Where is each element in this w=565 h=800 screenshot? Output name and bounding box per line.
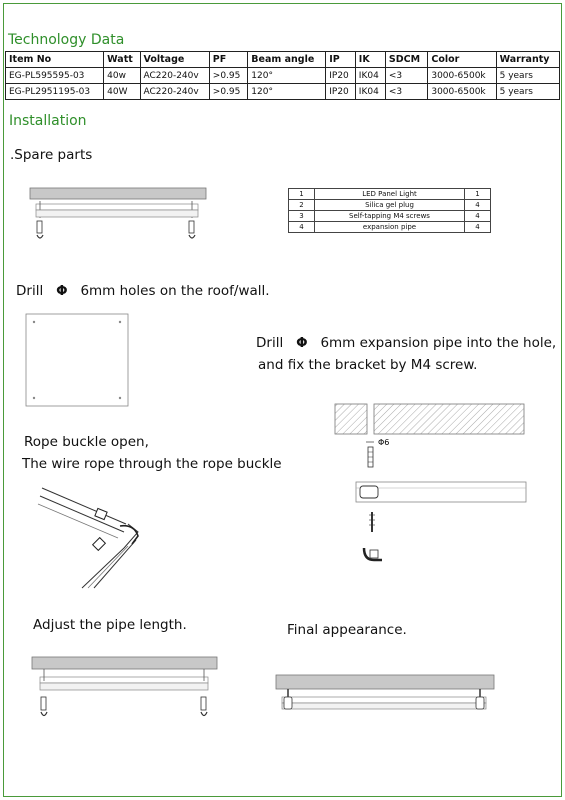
table-cell: LED Panel Light: [315, 189, 465, 200]
table-cell: 3: [289, 211, 315, 222]
table-cell: expansion pipe: [315, 222, 465, 233]
drill-label: Drill: [256, 335, 284, 351]
drill-pipe-instruction-line1: [256, 335, 556, 351]
rope-buckle-corner-diagram: [38, 480, 148, 590]
column-header: Warranty: [496, 52, 559, 68]
installation-title: Installation: [9, 113, 87, 129]
technology-data-title: Technology Data: [8, 32, 125, 48]
table-cell: EG-PL2951195-03: [6, 84, 104, 100]
table-row: [289, 211, 491, 222]
table-cell: 3000-6500k: [428, 84, 496, 100]
spare-parts-diagram: [28, 188, 208, 248]
drill-pipe-instruction-line2: and fix the bracket by M4 screw.: [258, 357, 478, 373]
table-cell: IP20: [326, 84, 356, 100]
ceiling-panel-holes-diagram: [25, 313, 130, 408]
table-cell: 4: [465, 222, 491, 233]
table-cell: 120°: [248, 68, 326, 84]
table-cell: EG-PL595595-03: [6, 68, 104, 84]
phi-symbol: Φ: [296, 335, 308, 351]
table-cell: 1: [465, 189, 491, 200]
table-cell: IK04: [355, 68, 385, 84]
column-header: IP: [326, 52, 356, 68]
phi-symbol: Φ: [56, 283, 68, 299]
final-appearance-diagram: [274, 673, 496, 713]
column-header: Voltage: [140, 52, 209, 68]
technology-data-table: [5, 51, 560, 100]
table-cell: 5 years: [496, 68, 559, 84]
table-row: [289, 189, 491, 200]
table-row: [6, 68, 560, 84]
drill-holes-text: 6mm holes on the roof/wall.: [80, 283, 270, 299]
table-cell: AC220-240v: [140, 68, 209, 84]
column-header: Beam angle: [248, 52, 326, 68]
table-cell: AC220-240v: [140, 84, 209, 100]
table-cell: 1: [289, 189, 315, 200]
table-cell: 2: [289, 200, 315, 211]
table-cell: 120°: [248, 84, 326, 100]
spare-parts-label: .Spare parts: [10, 147, 93, 163]
column-header: SDCM: [385, 52, 427, 68]
table-cell: 5 years: [496, 84, 559, 100]
column-header: Watt: [104, 52, 140, 68]
adjust-pipe-label: Adjust the pipe length.: [33, 617, 187, 633]
rope-buckle-line2: The wire rope through the rope buckle: [22, 456, 282, 472]
column-header: PF: [209, 52, 248, 68]
column-header: Color: [428, 52, 496, 68]
drill-pipe-text: 6mm expansion pipe into the hole,: [320, 335, 557, 351]
table-cell: 4: [465, 211, 491, 222]
table-row: [289, 222, 491, 233]
table-row: [6, 84, 560, 100]
table-cell: 4: [465, 200, 491, 211]
table-cell: IP20: [326, 68, 356, 84]
table-cell: >0.95: [209, 68, 248, 84]
table-cell: 40w: [104, 68, 140, 84]
spare-parts-table: [288, 188, 491, 233]
final-appearance-label: Final appearance.: [287, 622, 407, 638]
drill-holes-instruction: [16, 283, 270, 299]
table-cell: IK04: [355, 84, 385, 100]
table-cell: >0.95: [209, 84, 248, 100]
table-header-row: [6, 52, 560, 68]
drill-label: Drill: [16, 283, 44, 299]
rope-buckle-line1: Rope buckle open,: [24, 434, 149, 450]
table-cell: Self-tapping M4 screws: [315, 211, 465, 222]
bracket-installation-diagram: [332, 402, 532, 572]
table-cell: <3: [385, 68, 427, 84]
table-cell: 40W: [104, 84, 140, 100]
column-header: IK: [355, 52, 385, 68]
table-cell: 4: [289, 222, 315, 233]
table-cell: 3000-6500k: [428, 68, 496, 84]
table-row: [289, 200, 491, 211]
column-header: Item No: [6, 52, 104, 68]
table-cell: Silica gel plug: [315, 200, 465, 211]
diameter-label: Φ6: [378, 438, 390, 447]
table-cell: <3: [385, 84, 427, 100]
adjust-pipe-diagram: [30, 655, 220, 723]
